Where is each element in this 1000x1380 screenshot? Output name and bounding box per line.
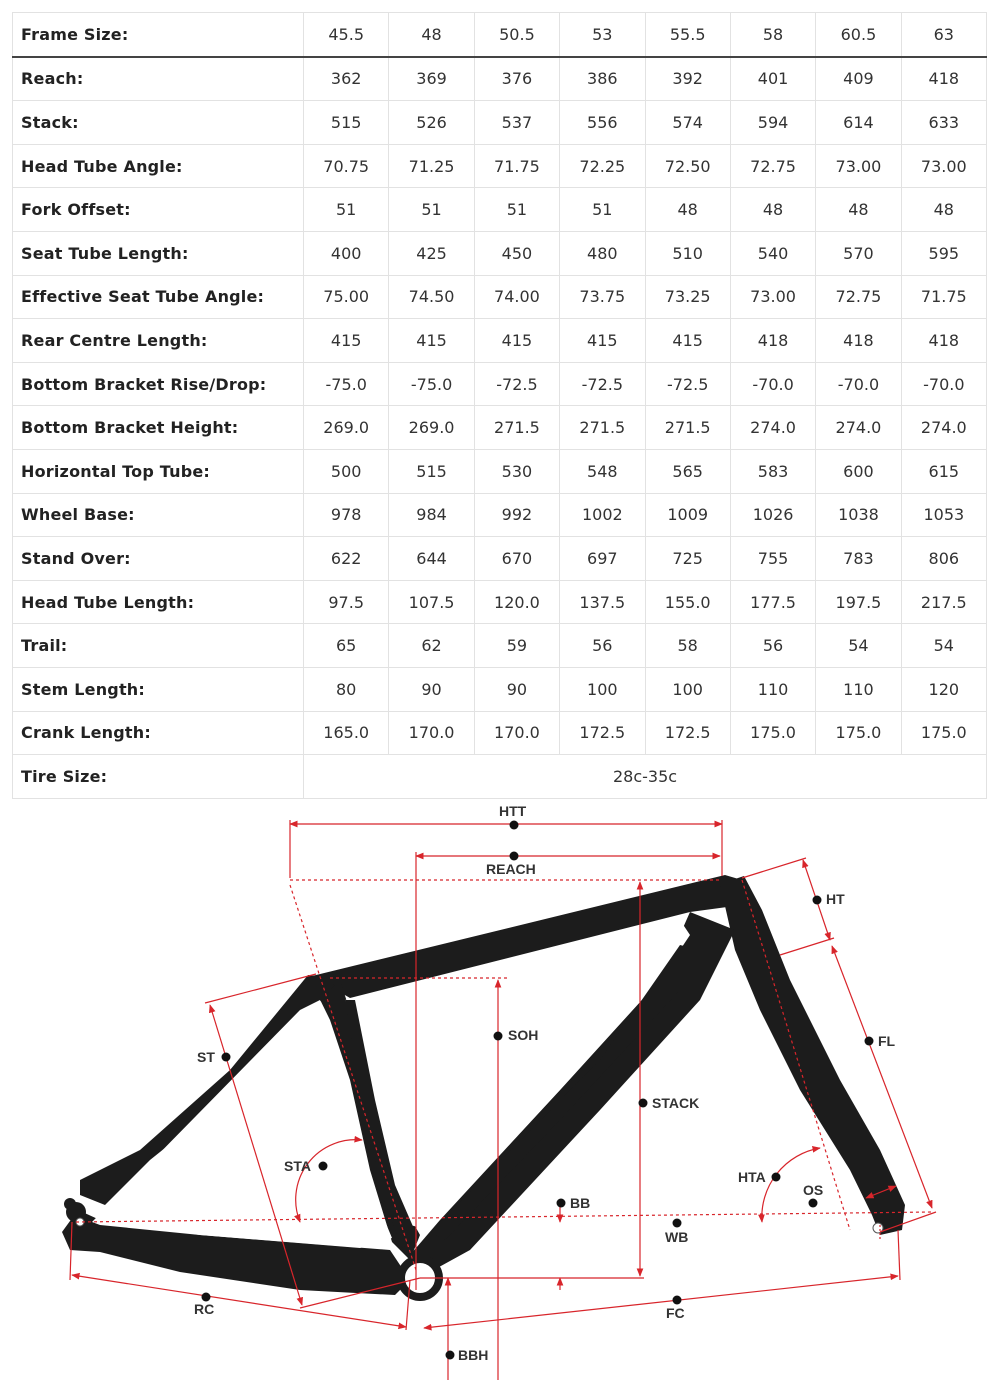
row-value: 73.00 <box>901 144 986 188</box>
table-row <box>13 580 987 624</box>
row-value: 269.0 <box>389 406 474 450</box>
row-value: 58 <box>645 624 730 668</box>
table-row <box>13 319 987 363</box>
row-value: 600 <box>816 449 901 493</box>
row-value: 274.0 <box>730 406 815 450</box>
row-value: 51 <box>304 188 389 232</box>
row-label: Effective Seat Tube Angle: <box>13 275 304 319</box>
table-row <box>13 362 987 406</box>
row-value: 54 <box>816 624 901 668</box>
row-value: 570 <box>816 231 901 275</box>
row-value: 450 <box>474 231 559 275</box>
row-value: 415 <box>304 319 389 363</box>
row-label: Horizontal Top Tube: <box>13 449 304 493</box>
row-label: Rear Centre Length: <box>13 319 304 363</box>
row-value: -72.5 <box>560 362 645 406</box>
table-row <box>13 406 987 450</box>
table-row <box>13 667 987 711</box>
frame-size-value: 45.5 <box>304 13 389 57</box>
row-value: 425 <box>389 231 474 275</box>
row-value: 401 <box>730 57 815 101</box>
row-value: 418 <box>730 319 815 363</box>
row-value: 100 <box>645 667 730 711</box>
frame-size-value: 58 <box>730 13 815 57</box>
row-value: 1009 <box>645 493 730 537</box>
row-value: 271.5 <box>560 406 645 450</box>
row-label: Stand Over: <box>13 537 304 581</box>
row-value: 97.5 <box>304 580 389 624</box>
row-value: -70.0 <box>816 362 901 406</box>
frame-size-label: Frame Size: <box>13 13 304 57</box>
row-value: 594 <box>730 101 815 145</box>
row-value: 110 <box>730 667 815 711</box>
row-label: Stem Length: <box>13 667 304 711</box>
frame-size-value: 60.5 <box>816 13 901 57</box>
row-value: 217.5 <box>901 580 986 624</box>
label-soh: SOH <box>508 1027 539 1043</box>
row-value: 1053 <box>901 493 986 537</box>
row-value: 74.50 <box>389 275 474 319</box>
row-value: 415 <box>560 319 645 363</box>
row-value: 274.0 <box>901 406 986 450</box>
row-value: 806 <box>901 537 986 581</box>
row-value: 565 <box>645 449 730 493</box>
row-value: 274.0 <box>816 406 901 450</box>
row-value: 48 <box>645 188 730 232</box>
geometry-table <box>12 12 987 799</box>
row-label: Reach: <box>13 57 304 101</box>
row-value: 73.00 <box>816 144 901 188</box>
row-value: 56 <box>730 624 815 668</box>
table-row <box>13 144 987 188</box>
row-label: Trail: <box>13 624 304 668</box>
row-value: 73.00 <box>730 275 815 319</box>
row-value: 500 <box>304 449 389 493</box>
table-row <box>13 188 987 232</box>
row-value: 137.5 <box>560 580 645 624</box>
row-value: 65 <box>304 624 389 668</box>
row-value: 725 <box>645 537 730 581</box>
label-os: OS <box>803 1182 824 1198</box>
tire-size-value: 28c-35c <box>304 755 987 799</box>
row-value: 415 <box>474 319 559 363</box>
row-value: 595 <box>901 231 986 275</box>
label-fl: FL <box>878 1033 896 1049</box>
row-value: 644 <box>389 537 474 581</box>
row-value: 48 <box>901 188 986 232</box>
frame-size-value: 63 <box>901 13 986 57</box>
row-value: 362 <box>304 57 389 101</box>
row-value: 110 <box>816 667 901 711</box>
table-row-tire-size <box>13 755 987 799</box>
row-value: 72.75 <box>816 275 901 319</box>
row-value: 783 <box>816 537 901 581</box>
row-value: 1038 <box>816 493 901 537</box>
row-value: 400 <box>304 231 389 275</box>
row-value: 418 <box>901 319 986 363</box>
row-value: 376 <box>474 57 559 101</box>
row-label: Bottom Bracket Rise/Drop: <box>13 362 304 406</box>
row-value: 480 <box>560 231 645 275</box>
row-value: -75.0 <box>389 362 474 406</box>
row-value: 71.25 <box>389 144 474 188</box>
label-st: ST <box>197 1049 215 1065</box>
label-sta: STA <box>284 1158 311 1174</box>
row-value: 271.5 <box>474 406 559 450</box>
label-wb: WB <box>665 1229 689 1245</box>
row-value: 107.5 <box>389 580 474 624</box>
row-value: -75.0 <box>304 362 389 406</box>
row-value: 271.5 <box>645 406 730 450</box>
row-value: 583 <box>730 449 815 493</box>
row-value: 120.0 <box>474 580 559 624</box>
row-value: 72.50 <box>645 144 730 188</box>
label-bb: BB <box>570 1195 591 1211</box>
row-value: 633 <box>901 101 986 145</box>
row-value: 59 <box>474 624 559 668</box>
frame-geometry-diagram <box>0 800 1000 1380</box>
row-value: 51 <box>389 188 474 232</box>
table-row <box>13 231 987 275</box>
row-value: 155.0 <box>645 580 730 624</box>
frame-size-value: 50.5 <box>474 13 559 57</box>
table-row <box>13 624 987 668</box>
label-hta: HTA <box>738 1169 766 1185</box>
row-value: 418 <box>816 319 901 363</box>
row-value: 70.75 <box>304 144 389 188</box>
row-value: 197.5 <box>816 580 901 624</box>
table-row <box>13 449 987 493</box>
label-stack: STACK <box>652 1095 700 1111</box>
row-value: 54 <box>901 624 986 668</box>
row-value: 172.5 <box>645 711 730 755</box>
label-ht: HT <box>826 891 845 907</box>
row-value: 622 <box>304 537 389 581</box>
row-value: 177.5 <box>730 580 815 624</box>
row-value: 48 <box>816 188 901 232</box>
frame-size-value: 53 <box>560 13 645 57</box>
row-value: 90 <box>389 667 474 711</box>
row-value: 71.75 <box>901 275 986 319</box>
frame-size-value: 55.5 <box>645 13 730 57</box>
row-value: 984 <box>389 493 474 537</box>
row-value: 170.0 <box>474 711 559 755</box>
row-value: -72.5 <box>474 362 559 406</box>
table-row <box>13 57 987 101</box>
row-value: 90 <box>474 667 559 711</box>
row-value: 1026 <box>730 493 815 537</box>
row-value: 548 <box>560 449 645 493</box>
label-rc: RC <box>194 1301 215 1317</box>
row-value: 992 <box>474 493 559 537</box>
row-value: 392 <box>645 57 730 101</box>
row-value: 175.0 <box>901 711 986 755</box>
row-value: 755 <box>730 537 815 581</box>
row-value: 165.0 <box>304 711 389 755</box>
row-value: 515 <box>389 449 474 493</box>
row-value: 80 <box>304 667 389 711</box>
tire-size-label: Tire Size: <box>13 755 304 799</box>
row-value: 1002 <box>560 493 645 537</box>
row-value: 510 <box>645 231 730 275</box>
row-value: 556 <box>560 101 645 145</box>
row-value: 100 <box>560 667 645 711</box>
row-value: 415 <box>645 319 730 363</box>
row-value: 574 <box>645 101 730 145</box>
table-row <box>13 101 987 145</box>
row-value: -70.0 <box>901 362 986 406</box>
table-row <box>13 711 987 755</box>
row-value: 51 <box>560 188 645 232</box>
table-row <box>13 275 987 319</box>
row-value: 697 <box>560 537 645 581</box>
row-value: 175.0 <box>816 711 901 755</box>
frame-size-value: 48 <box>389 13 474 57</box>
row-value: 74.00 <box>474 275 559 319</box>
row-value: 73.25 <box>645 275 730 319</box>
row-value: 670 <box>474 537 559 581</box>
row-label: Wheel Base: <box>13 493 304 537</box>
row-label: Head Tube Length: <box>13 580 304 624</box>
row-value: 62 <box>389 624 474 668</box>
row-label: Stack: <box>13 101 304 145</box>
label-htt: HTT <box>499 803 527 819</box>
row-value: 269.0 <box>304 406 389 450</box>
row-label: Bottom Bracket Height: <box>13 406 304 450</box>
row-value: 615 <box>901 449 986 493</box>
row-label: Fork Offset: <box>13 188 304 232</box>
label-fc: FC <box>666 1305 685 1321</box>
label-reach: REACH <box>486 861 536 877</box>
table-header-row <box>13 13 987 57</box>
row-value: -70.0 <box>730 362 815 406</box>
row-value: 71.75 <box>474 144 559 188</box>
row-value: 172.5 <box>560 711 645 755</box>
row-value: 48 <box>730 188 815 232</box>
row-value: 120 <box>901 667 986 711</box>
row-value: 369 <box>389 57 474 101</box>
row-value: 978 <box>304 493 389 537</box>
row-value: 409 <box>816 57 901 101</box>
row-value: 526 <box>389 101 474 145</box>
row-value: 170.0 <box>389 711 474 755</box>
row-value: 537 <box>474 101 559 145</box>
row-label: Head Tube Angle: <box>13 144 304 188</box>
row-value: 72.75 <box>730 144 815 188</box>
table-row <box>13 493 987 537</box>
row-value: 418 <box>901 57 986 101</box>
row-label: Crank Length: <box>13 711 304 755</box>
row-value: 73.75 <box>560 275 645 319</box>
row-value: 51 <box>474 188 559 232</box>
row-value: 415 <box>389 319 474 363</box>
row-value: 614 <box>816 101 901 145</box>
row-value: 530 <box>474 449 559 493</box>
row-value: 540 <box>730 231 815 275</box>
row-value: -72.5 <box>645 362 730 406</box>
table-row <box>13 537 987 581</box>
row-value: 56 <box>560 624 645 668</box>
row-value: 515 <box>304 101 389 145</box>
row-label: Seat Tube Length: <box>13 231 304 275</box>
row-value: 386 <box>560 57 645 101</box>
row-value: 175.0 <box>730 711 815 755</box>
row-value: 75.00 <box>304 275 389 319</box>
label-bbh: BBH <box>458 1347 489 1363</box>
row-value: 72.25 <box>560 144 645 188</box>
